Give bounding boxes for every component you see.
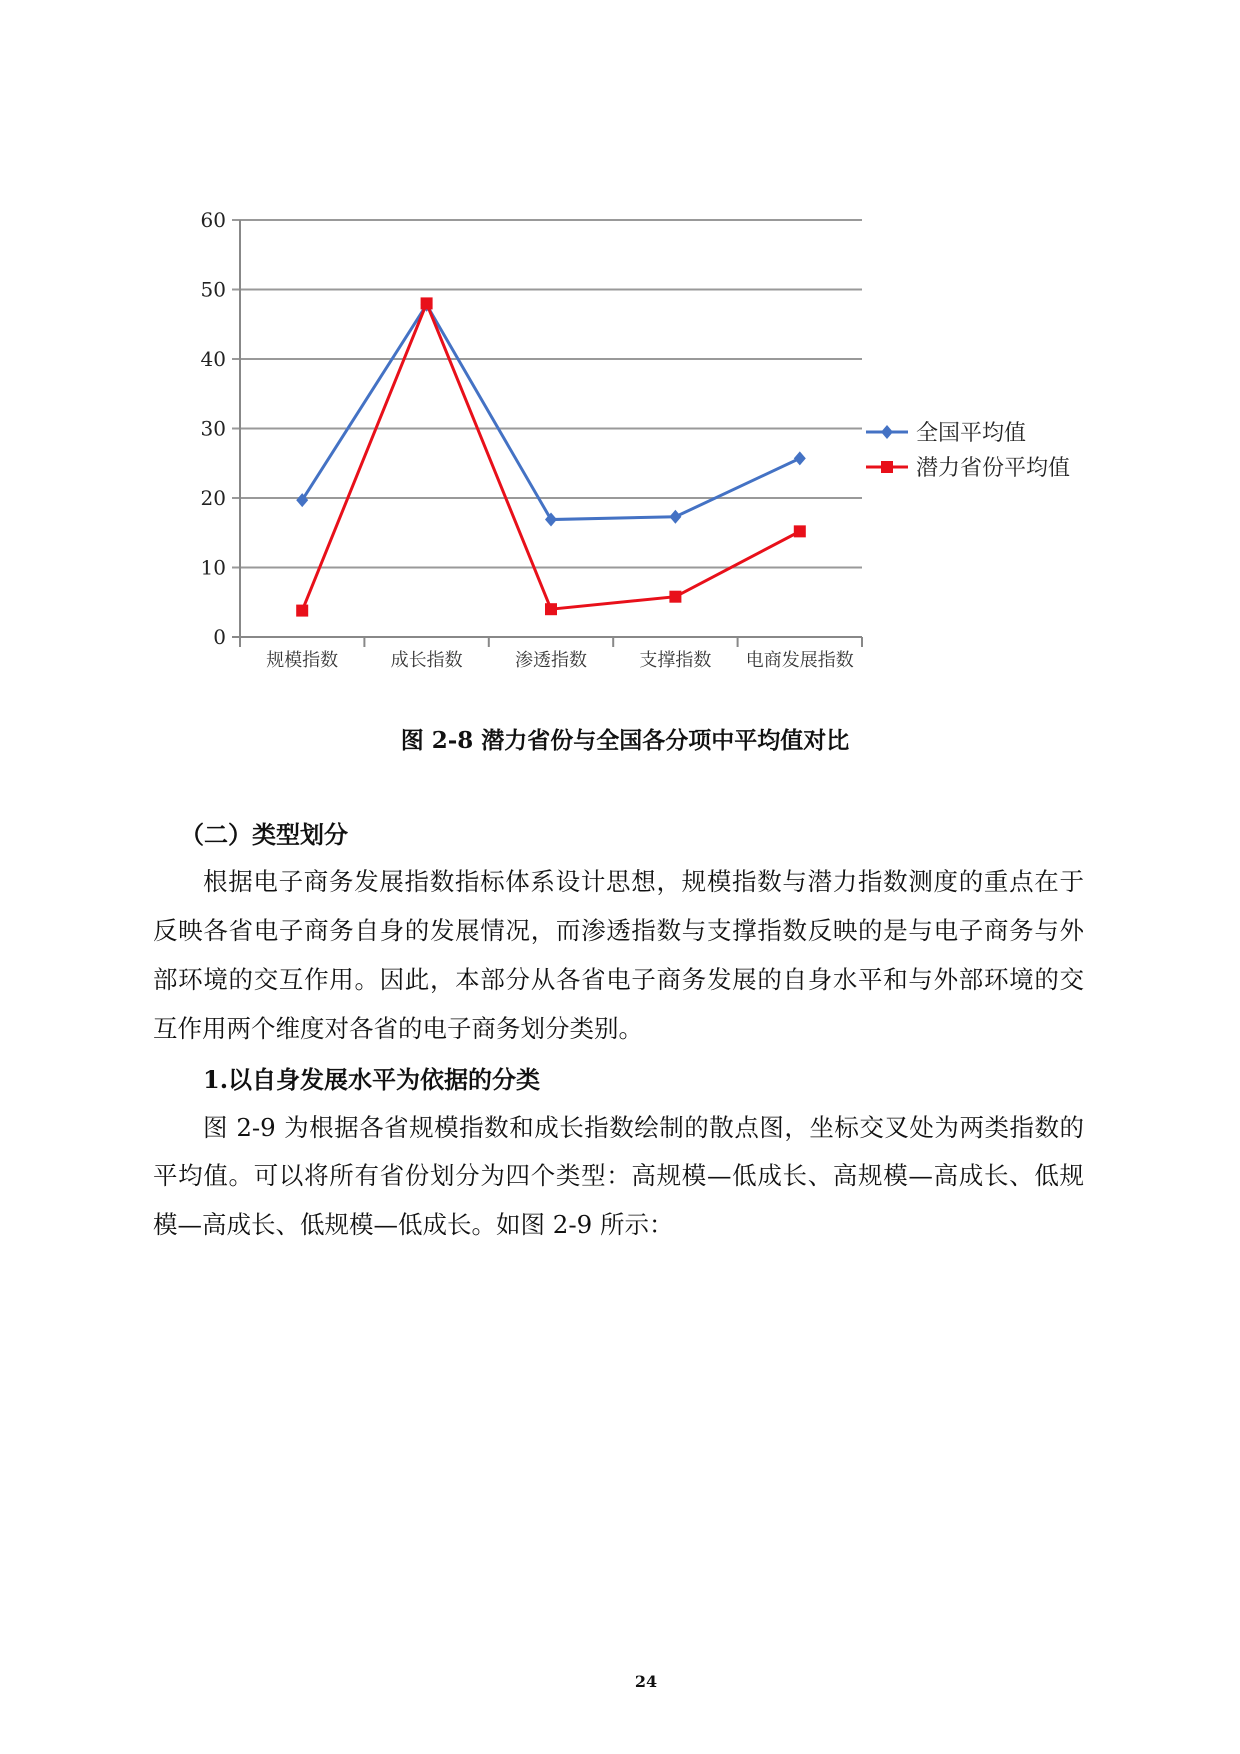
section-heading: （二）类型划分 <box>180 820 348 849</box>
series-line <box>302 303 800 610</box>
legend-label: 潜力省份平均值 <box>916 456 1071 481</box>
y-tick-label: 60 <box>200 208 226 232</box>
data-point <box>794 525 806 537</box>
paragraph-line: 互作用两个维度对各省的电子商务划分类别。 <box>153 1014 643 1043</box>
data-point <box>545 603 557 615</box>
data-point <box>669 591 681 603</box>
legend-marker <box>881 461 893 473</box>
y-tick-label: 50 <box>200 277 226 302</box>
paragraph-line: 根据电子商务发展指数指标体系设计思想，规模指数与潜力指数测度的重点在于 <box>203 867 1084 896</box>
legend-marker <box>881 425 893 439</box>
paragraph-line: 平均值。可以将所有省份划分为四个类型：高规模—低成长、高规模—高成长、低规 <box>153 1161 1084 1190</box>
x-tick-label: 渗透指数 <box>515 650 587 671</box>
x-tick-label: 支撑指数 <box>639 650 712 671</box>
data-point <box>421 297 433 309</box>
data-point <box>794 451 806 465</box>
x-tick-label: 成长指数 <box>390 650 463 671</box>
x-tick-label: 规模指数 <box>266 650 339 671</box>
y-tick-label: 20 <box>200 486 226 510</box>
paragraph-line: 图 2-9 为根据各省规模指数和成长指数绘制的散点图，坐标交叉处为两类指数的 <box>203 1113 1084 1142</box>
legend-label: 全国平均值 <box>916 421 1027 446</box>
data-point <box>296 605 308 617</box>
y-tick-label: 10 <box>200 555 226 580</box>
subheading: 1.以自身发展水平为依据的分类 <box>203 1065 541 1094</box>
page-number: 24 <box>634 1672 658 1691</box>
series-line <box>302 305 800 520</box>
figure-caption: 图 2-8 潜力省份与全国各分项中平均值对比 <box>400 727 850 754</box>
line-chart <box>0 0 1240 700</box>
paragraph-line: 部环境的交互作用。因此，本部分从各省电子商务发展的自身水平和与外部环境的交 <box>153 965 1084 994</box>
x-tick-label: 电商发展指数 <box>745 650 854 671</box>
paragraph-line: 反映各省电子商务自身的发展情况，而渗透指数与支撑指数反映的是与电子商务与外 <box>153 916 1084 945</box>
y-tick-label: 30 <box>200 416 226 441</box>
paragraph-line: 模—高成长、低规模—低成长。如图 2-9 所示： <box>153 1210 674 1239</box>
y-tick-label: 0 <box>213 625 226 649</box>
data-point <box>669 510 681 524</box>
y-tick-label: 40 <box>200 347 226 371</box>
